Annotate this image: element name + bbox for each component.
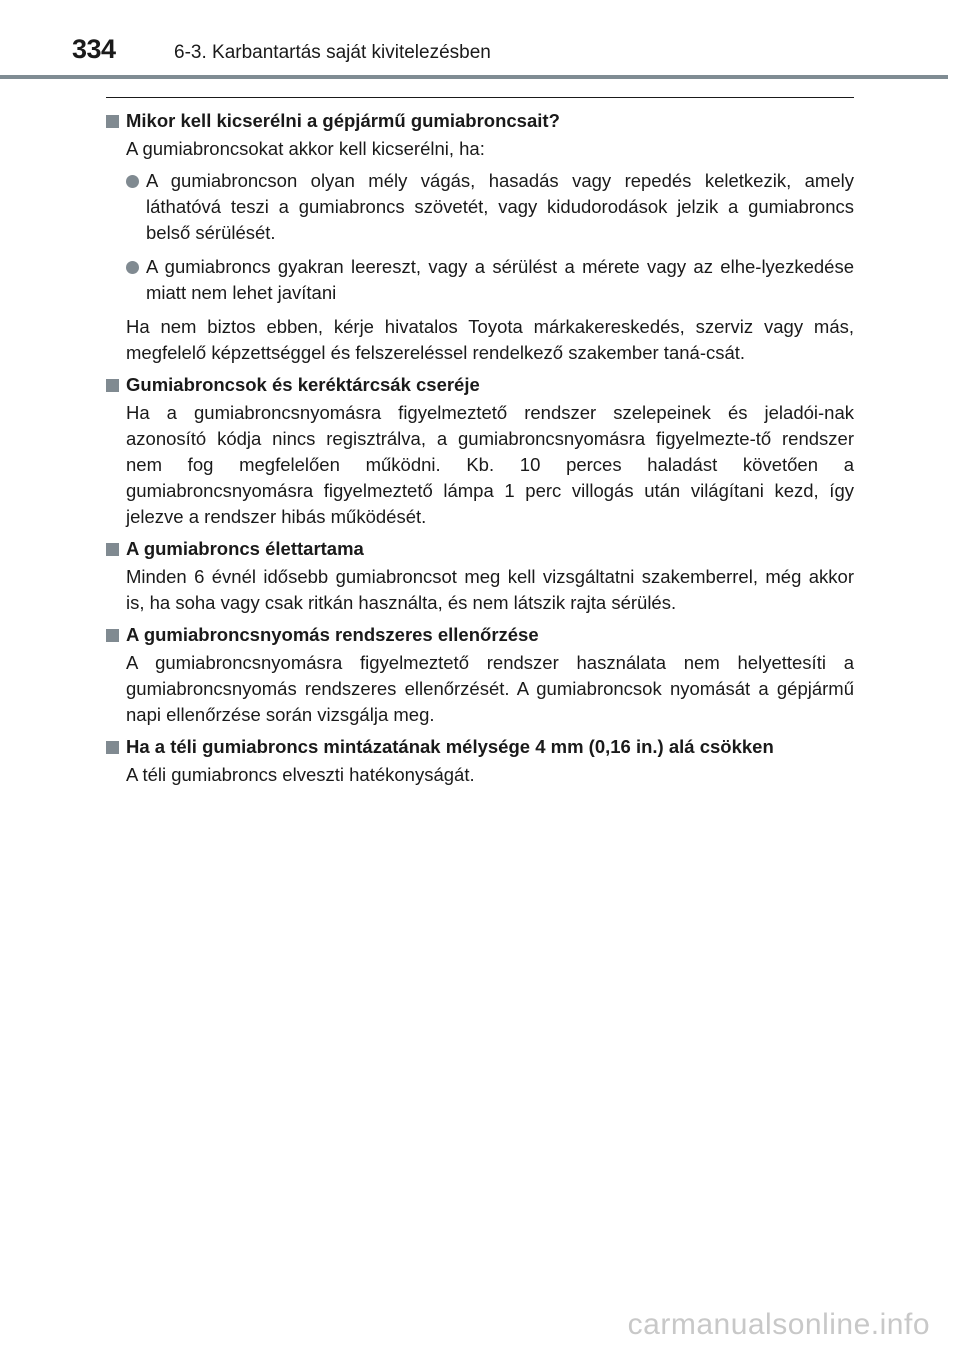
section-body: A gumiabroncsnyomásra figyelmeztető rendszer használata nem helyettesíti a gumiabroncsnyomás rendszeres ellenőrzését. A gumiabroncsok nyomását a gépjármű napi ellenőrzése során vizsgálja meg.	[126, 652, 854, 725]
section-tire-wheel-replacement	[106, 372, 854, 530]
chapter-title: 6-3. Karbantartás saját kivitelezésben	[174, 42, 491, 63]
section-winter-tread-depth	[106, 734, 854, 788]
section-body: Minden 6 évnél idősebb gumiabroncsot meg kell vizsgáltatni szakemberrel, még akkor is, ha soha vagy csak ritkán használta, és nem látszik rajta sérülés.	[126, 566, 854, 613]
section-body: Ha a gumiabroncsnyomásra figyelmeztető rendszer szelepeinek és jeladói-nak azonosító kódja nincs regisztrálva, a gumiabroncsnyomásra figyelmezte-tő rendszer nem fog megfelelően működni. Kb. 10 perces haladást követően a gumiabroncsnyomásra figyelmeztető lámpa 1 perc villogás után világítani kezd, így jelezve a rendszer hibás működését.	[126, 402, 854, 527]
section-heading-text: A gumiabroncs élettartama	[126, 538, 364, 559]
list-item	[106, 254, 854, 306]
section-heading	[106, 372, 854, 398]
circle-icon	[126, 175, 139, 188]
list-item	[106, 168, 854, 246]
square-icon	[106, 379, 119, 392]
square-icon	[106, 115, 119, 128]
section-intro: A gumiabroncsokat akkor kell kicserélni, ha:	[126, 138, 485, 159]
circle-icon	[126, 261, 139, 274]
section-heading	[106, 734, 854, 760]
section-pressure-check	[106, 622, 854, 728]
section-heading-text: Gumiabroncsok és keréktárcsák cseréje	[126, 374, 480, 395]
section-body: A téli gumiabroncs elveszti hatékonyságát.	[126, 764, 475, 785]
square-icon	[106, 543, 119, 556]
square-icon	[106, 629, 119, 642]
header-divider	[0, 75, 948, 79]
section-heading	[106, 536, 854, 562]
content-divider	[106, 97, 854, 98]
page-number: 334	[72, 34, 116, 64]
list-item-text: A gumiabroncs gyakran leereszt, vagy a sérülést a mérete vagy az elhe-lyezkedése miatt nem lehet javítani	[146, 256, 854, 303]
section-heading	[106, 108, 854, 134]
section-tire-lifespan	[106, 536, 854, 616]
section-heading-text: Ha a téli gumiabroncs mintázatának mélysége 4 mm (0,16 in.) alá csökken	[126, 736, 774, 757]
section-note: Ha nem biztos ebben, kérje hivatalos Toyota márkakereskedés, szerviz vagy más, megfelelő képzettséggel és felszereléssel rendelkező szakember taná-csát.	[126, 316, 854, 363]
page-content	[106, 97, 854, 794]
square-icon	[106, 741, 119, 754]
site-watermark: carmanualsonline.info	[627, 1308, 930, 1341]
page-header	[0, 0, 960, 80]
list-item-text: A gumiabroncson olyan mély vágás, hasadás vagy repedés keletkezik, amely láthatóvá teszi a gumiabroncs szövetét, vagy kidudorodások jelzik a gumiabroncs belső sérülését.	[146, 170, 854, 243]
section-when-to-replace	[106, 108, 854, 366]
section-heading	[106, 622, 854, 648]
section-heading-text: A gumiabroncsnyomás rendszeres ellenőrzése	[126, 624, 539, 645]
section-heading-text: Mikor kell kicserélni a gépjármű gumiabroncsait?	[126, 110, 560, 131]
